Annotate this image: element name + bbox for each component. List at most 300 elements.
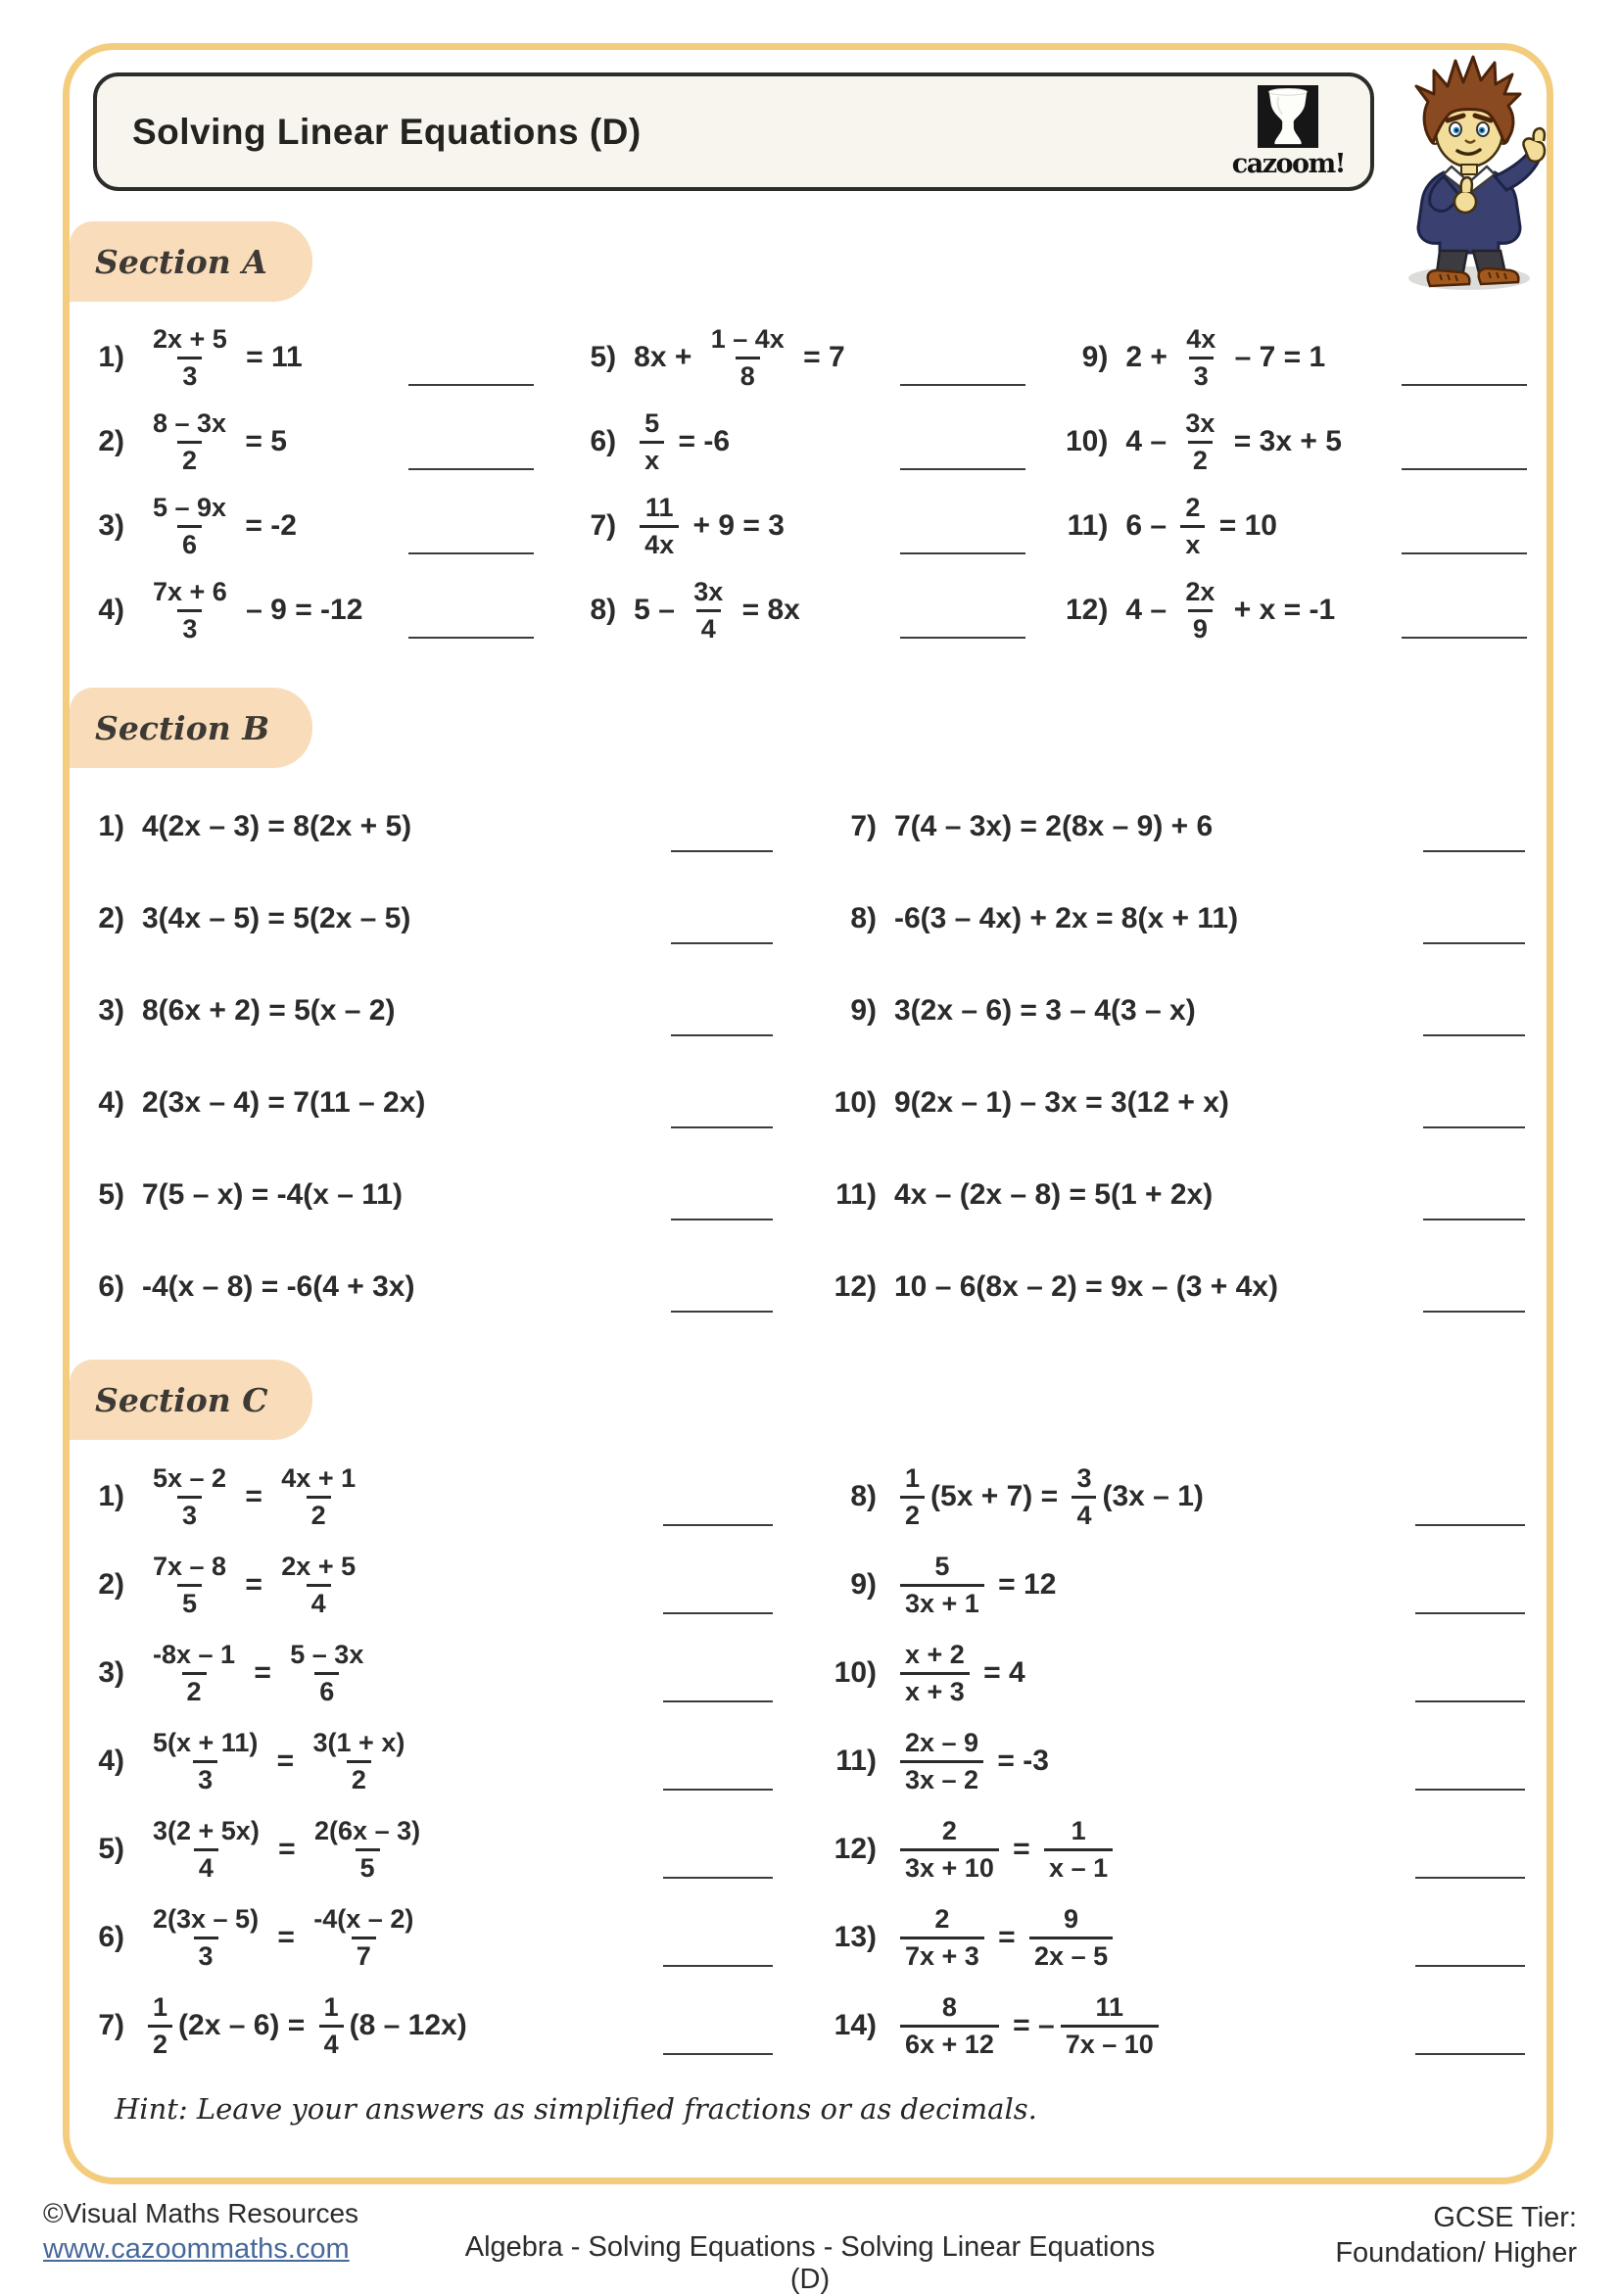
problem-equation	[142, 1993, 663, 2058]
problem-number: 2)	[98, 425, 124, 457]
answer-blank-line	[1415, 1524, 1525, 1526]
fraction-numerator: 2(6x – 3)	[314, 1816, 421, 1846]
problems-column	[1065, 325, 1537, 643]
fraction-denominator: x	[1180, 525, 1205, 558]
problem-row	[573, 578, 1035, 643]
equation-text: = 10	[1211, 509, 1277, 542]
problem-row	[81, 1077, 779, 1128]
problem-number: 12)	[1066, 594, 1109, 626]
problem-number: 7)	[850, 810, 877, 842]
fraction	[1061, 1993, 1159, 2058]
equation-text: 3(2x – 6) = 3 – 4(3 – x)	[894, 994, 1196, 1027]
problem-number: 5)	[98, 1178, 124, 1211]
cazoom-logo	[1232, 85, 1345, 179]
problem-number: 10)	[834, 1656, 877, 1689]
equation-text: =	[269, 1833, 305, 1865]
problem-number: 5)	[590, 341, 617, 373]
problem-equation	[142, 409, 408, 474]
problems-column	[81, 1463, 779, 2059]
equation-text: 4x – (2x – 8) = 5(1 + 2x)	[894, 1178, 1214, 1211]
answer-blank-line	[671, 1311, 773, 1313]
problem-number: 6)	[590, 425, 617, 457]
problem-row	[834, 1640, 1531, 1706]
problem-row	[81, 893, 779, 944]
problem-equation	[142, 1729, 663, 1794]
problem-number: 2)	[98, 1568, 124, 1601]
fraction-numerator: 5	[644, 408, 660, 439]
problem-equation	[1125, 325, 1402, 390]
problem-equation	[142, 494, 408, 558]
answer-blank-line	[1415, 2053, 1525, 2055]
problem-row	[573, 325, 1035, 390]
answer-blank-line	[663, 1877, 773, 1879]
equation-text: = –	[1004, 2009, 1055, 2041]
fraction-denominator: 2	[307, 1496, 331, 1529]
problem-equation	[634, 578, 900, 643]
footer-left	[43, 2196, 464, 2269]
answer-blank-line	[663, 1789, 773, 1791]
cazoom-logo-text: cazoom!	[1231, 148, 1345, 179]
equation-text: = 5	[237, 425, 287, 457]
equation-text: (3x – 1)	[1102, 1480, 1204, 1512]
fraction	[276, 1553, 360, 1617]
fraction-numerator: 2(3x – 5)	[153, 1904, 260, 1935]
answer-blank-line	[408, 552, 534, 554]
fraction-denominator: 4x	[640, 525, 679, 558]
problem-number: 12)	[834, 1270, 877, 1303]
fraction-denominator: 7x – 10	[1061, 2025, 1159, 2058]
fraction-denominator: 2x – 5	[1029, 1937, 1113, 1970]
problem-number: 8)	[850, 902, 877, 934]
problem-equation	[142, 1553, 663, 1617]
problem-number: 9)	[850, 994, 877, 1027]
fraction-numerator: 2	[934, 1904, 950, 1935]
fraction-denominator: 2	[1188, 441, 1213, 474]
fraction	[640, 494, 679, 558]
fraction	[148, 1553, 231, 1617]
problem-number: 4)	[98, 594, 124, 626]
fraction-numerator: 3(2 + 5x)	[153, 1816, 260, 1846]
problem-row	[834, 1816, 1531, 1883]
problem-equation	[894, 1641, 1415, 1705]
fraction-numerator: 7x – 8	[153, 1552, 227, 1582]
tier-label: GCSE Tier:	[1433, 2202, 1577, 2233]
fraction	[285, 1641, 368, 1705]
problem-row	[834, 1728, 1531, 1794]
equation-text: 5 –	[634, 594, 684, 626]
equation-text: = 7	[794, 341, 845, 373]
problem-equation	[142, 1905, 663, 1970]
problem-row	[81, 1728, 779, 1794]
fraction-numerator: 8	[941, 1992, 957, 2023]
problem-equation	[142, 1641, 663, 1705]
problem-number: 1)	[98, 341, 124, 373]
problem-number: 9)	[850, 1568, 877, 1601]
equation-text: 6 –	[1125, 509, 1175, 542]
fraction-denominator: 3	[177, 609, 202, 643]
fraction	[148, 578, 232, 643]
problem-number: 8)	[850, 1480, 877, 1512]
problem-equation	[142, 1272, 671, 1302]
answer-blank-line	[408, 384, 534, 386]
problem-number: 7)	[98, 2009, 124, 2041]
problem-equation	[142, 996, 671, 1026]
worksheet-content	[70, 221, 1537, 2126]
problem-equation	[894, 1553, 1415, 1617]
equation-text: 10 – 6(8x – 2) = 9x – (3 + 4x)	[894, 1270, 1278, 1303]
problems-column	[834, 1463, 1531, 2059]
section-label: Section C	[95, 1380, 268, 1419]
fraction-denominator: 5	[356, 1848, 380, 1882]
equation-text: (2x – 6) =	[178, 2009, 313, 2041]
equation-text: = 12	[989, 1568, 1057, 1601]
website-link[interactable]: www.cazoommaths.com	[43, 2233, 350, 2266]
fraction	[640, 409, 664, 474]
fraction-denominator: 3	[1189, 357, 1214, 390]
section-header	[70, 688, 312, 768]
page-footer	[43, 2196, 1577, 2296]
problem-row	[81, 1262, 779, 1313]
problem-number: 10)	[1066, 425, 1109, 457]
fraction-denominator: 3	[177, 1496, 202, 1529]
problem-row	[81, 1816, 779, 1883]
problem-equation	[894, 1905, 1415, 1970]
answer-blank-line	[671, 942, 773, 944]
fraction-denominator: 9	[1188, 609, 1213, 643]
fraction	[1072, 1464, 1096, 1529]
problem-equation	[894, 1993, 1415, 2058]
problem-number: 3)	[98, 509, 124, 542]
equation-text: – 7 = 1	[1226, 341, 1326, 373]
fraction	[900, 1641, 970, 1705]
fraction-denominator: 4	[319, 2025, 344, 2058]
fraction	[309, 1905, 418, 1970]
problem-row	[834, 1262, 1531, 1313]
equation-text: =	[269, 1921, 304, 1953]
problem-number: 11)	[835, 1178, 877, 1211]
fraction-denominator: 3	[194, 1937, 218, 1970]
fraction-numerator: 11	[1095, 1992, 1124, 2023]
fraction-denominator: 5	[177, 1584, 202, 1617]
equation-text: 8x +	[634, 341, 700, 373]
fraction-numerator: 4x + 1	[281, 1463, 357, 1494]
problem-row	[834, 985, 1531, 1036]
fraction-numerator: 1 – 4x	[710, 324, 785, 355]
problem-number: 14)	[834, 2009, 877, 2041]
problem-row	[81, 1640, 779, 1706]
answer-blank-line	[671, 1034, 773, 1036]
equation-text: 2(3x – 4) = 7(11 – 2x)	[142, 1086, 426, 1119]
fraction-numerator: 2	[1185, 493, 1201, 523]
section-label: Section B	[95, 708, 270, 747]
problem-row	[81, 985, 779, 1036]
fraction	[1044, 1817, 1113, 1882]
section-header	[70, 1360, 312, 1440]
fraction	[1029, 1905, 1113, 1970]
equation-text: (8 – 12x)	[349, 2009, 467, 2041]
problem-number: 5)	[98, 1833, 124, 1865]
fraction-denominator: 2	[177, 441, 202, 474]
problem-number: 3)	[98, 1656, 124, 1689]
answer-blank-line	[671, 1219, 773, 1220]
fraction-denominator: 3x + 10	[900, 1848, 999, 1882]
hint-text: Hint: Leave your answers as simplified fractions or as decimals.	[115, 2092, 1037, 2126]
answer-blank-line	[1423, 942, 1525, 944]
equation-text: = -3	[989, 1745, 1049, 1777]
problem-number: 12)	[834, 1833, 877, 1865]
fraction	[900, 1464, 925, 1529]
fraction-numerator: 5x – 2	[153, 1463, 227, 1494]
fraction-denominator: 3x + 1	[900, 1584, 984, 1617]
problem-row	[1065, 494, 1537, 558]
fraction-denominator: 7	[352, 1937, 376, 1970]
problems-column	[81, 325, 544, 643]
equation-text: =	[989, 1921, 1024, 1953]
problem-row	[834, 1463, 1531, 1530]
problems-column	[81, 801, 779, 1313]
problem-row	[81, 325, 544, 390]
tier-value: Foundation/ Higher	[1335, 2237, 1577, 2270]
fraction-denominator: x – 1	[1044, 1848, 1113, 1882]
problems-column	[573, 325, 1035, 643]
answer-blank-line	[900, 468, 1025, 470]
equation-text: 8(6x + 2) = 5(x – 2)	[142, 994, 396, 1027]
copyright-text: ©Visual Maths Resources	[43, 2198, 359, 2228]
problem-row	[834, 801, 1531, 852]
fraction	[900, 1905, 984, 1970]
fraction	[309, 1729, 410, 1794]
fraction-denominator: 4	[696, 609, 721, 643]
fraction-denominator: 2	[148, 2025, 172, 2058]
fraction-numerator: 2x	[1185, 577, 1215, 607]
fraction-numerator: 2	[941, 1816, 957, 1846]
fraction-denominator: x + 3	[900, 1672, 970, 1705]
answer-blank-line	[663, 1524, 773, 1526]
section-problems-grid	[70, 325, 1537, 643]
equation-text: =	[268, 1745, 303, 1777]
answer-blank-line	[1415, 1612, 1525, 1614]
fraction-numerator: x + 2	[905, 1640, 965, 1670]
equation-text: = 3x + 5	[1225, 425, 1342, 457]
answer-blank-line	[1415, 1700, 1525, 1702]
problem-row	[1065, 325, 1537, 390]
fraction-denominator: 6x + 12	[900, 2025, 999, 2058]
problem-equation	[634, 409, 900, 474]
fraction	[310, 1817, 425, 1882]
problem-row	[81, 409, 544, 474]
equation-text: 4 –	[1125, 425, 1175, 457]
problem-equation	[142, 1817, 663, 1882]
fraction-numerator: 5	[934, 1552, 950, 1582]
fraction-denominator: 3	[177, 357, 202, 390]
fraction	[148, 1817, 264, 1882]
section-problems-grid	[70, 1463, 1537, 2059]
answer-blank-line	[1423, 1034, 1525, 1036]
problem-row	[81, 1552, 779, 1618]
fraction-numerator: -8x – 1	[153, 1640, 236, 1670]
answer-blank-line	[1423, 1126, 1525, 1128]
fraction-denominator: 4	[307, 1584, 331, 1617]
problem-row	[81, 801, 779, 852]
fraction-numerator: 3(1 + x)	[312, 1728, 405, 1758]
fraction-numerator: 9	[1064, 1904, 1079, 1935]
problem-equation	[894, 1088, 1423, 1118]
equation-text: 2 +	[1125, 341, 1176, 373]
fraction	[148, 409, 231, 474]
problem-row	[1065, 409, 1537, 474]
answer-blank-line	[900, 384, 1025, 386]
problem-equation	[1125, 409, 1402, 474]
fraction	[148, 1729, 262, 1794]
answer-blank-line	[1402, 637, 1527, 639]
answer-blank-line	[1415, 1965, 1525, 1967]
fraction	[1180, 494, 1205, 558]
equation-text: + x = -1	[1225, 594, 1336, 626]
equation-text: 7(4 – 3x) = 2(8x – 9) + 6	[894, 810, 1214, 842]
answer-blank-line	[671, 1126, 773, 1128]
equation-text: = 8x	[734, 594, 800, 626]
equation-text: -4(x – 8) = -6(4 + 3x)	[142, 1270, 415, 1303]
problem-equation	[894, 996, 1423, 1026]
equation-text: =	[246, 1656, 280, 1689]
problem-row	[81, 1170, 779, 1220]
equation-text: + 9 = 3	[685, 509, 785, 542]
fraction	[900, 1993, 999, 2058]
problem-number: 2)	[98, 902, 124, 934]
problem-row	[573, 409, 1035, 474]
problem-number: 9)	[1081, 341, 1109, 373]
fraction	[900, 1817, 999, 1882]
equation-text: 4(2x – 3) = 8(2x + 5)	[142, 810, 412, 842]
fraction	[148, 325, 232, 390]
problem-number: 3)	[98, 994, 124, 1027]
fraction	[319, 1993, 344, 2058]
problem-equation	[142, 812, 671, 841]
fraction-denominator: 2	[182, 1672, 207, 1705]
equation-text: = 4	[975, 1656, 1025, 1689]
fraction	[148, 1641, 240, 1705]
fraction-numerator: 11	[644, 493, 674, 523]
fraction-numerator: 1	[153, 1992, 168, 2023]
problem-number: 7)	[590, 509, 617, 542]
problem-number: 4)	[98, 1745, 124, 1777]
problem-equation	[142, 1180, 671, 1210]
page-title: Solving Linear Equations (D)	[132, 111, 642, 152]
problem-row	[834, 1552, 1531, 1618]
fraction-denominator: 6	[177, 525, 202, 558]
answer-blank-line	[408, 468, 534, 470]
fraction-numerator: 4x	[1186, 324, 1216, 355]
equation-text: (5x + 7) =	[930, 1480, 1067, 1512]
fraction-denominator: 6	[314, 1672, 339, 1705]
fraction-denominator: x	[640, 441, 664, 474]
answer-blank-line	[663, 2053, 773, 2055]
student-mascot-illustration	[1379, 45, 1563, 298]
fraction	[1180, 578, 1219, 643]
fraction-numerator: 2x + 5	[153, 324, 227, 355]
answer-blank-line	[1402, 468, 1527, 470]
fraction-numerator: -4(x – 2)	[313, 1904, 414, 1935]
problem-equation	[142, 1088, 671, 1118]
djembe-drum-icon	[1258, 85, 1318, 153]
fraction-numerator: 7x + 6	[153, 577, 227, 607]
fraction-denominator: 3	[193, 1760, 217, 1794]
problem-equation	[894, 812, 1423, 841]
problem-equation	[894, 1729, 1415, 1794]
fraction	[689, 578, 728, 643]
fraction-numerator: 1	[1071, 1816, 1086, 1846]
equation-text: – 9 = -12	[237, 594, 363, 626]
equation-text: 9(2x – 1) – 3x = 3(12 + x)	[894, 1086, 1229, 1119]
fraction	[706, 325, 789, 390]
problem-equation	[894, 1464, 1415, 1529]
problem-equation	[142, 325, 408, 390]
problem-equation	[1125, 578, 1402, 643]
fraction-numerator: 3x	[1185, 408, 1215, 439]
worksheet-section	[70, 221, 1537, 643]
problem-row	[834, 1992, 1531, 2059]
problem-number: 11)	[1067, 509, 1109, 542]
fraction-numerator: 2x + 5	[281, 1552, 357, 1582]
problem-row	[81, 1992, 779, 2059]
worksheet-section	[70, 688, 1537, 1313]
footer-breadcrumb: Algebra - Solving Equations - Solving Linear Equations (D)	[464, 2231, 1156, 2295]
answer-blank-line	[1423, 1219, 1525, 1220]
answer-blank-line	[900, 552, 1025, 554]
fraction-numerator: 1	[905, 1463, 921, 1494]
fraction-numerator: 5(x + 11)	[153, 1728, 259, 1758]
problem-number: 4)	[98, 1086, 124, 1119]
fraction-denominator: 4	[1072, 1496, 1096, 1529]
fraction-numerator: 3x	[693, 577, 724, 607]
problem-equation	[142, 1464, 663, 1529]
section-header	[70, 221, 312, 302]
problem-equation	[894, 1817, 1415, 1882]
equation-text: 4 –	[1125, 594, 1175, 626]
fraction-numerator: 5 – 9x	[153, 493, 227, 523]
answer-blank-line	[663, 1612, 773, 1614]
equation-text: -6(3 – 4x) + 2x = 8(x + 11)	[894, 902, 1239, 934]
section-label: Section A	[95, 242, 267, 281]
fraction-numerator: 5 – 3x	[290, 1640, 364, 1670]
problem-number: 6)	[98, 1270, 124, 1303]
problem-row	[1065, 578, 1537, 643]
fraction-denominator: 3x – 2	[900, 1760, 983, 1794]
equation-text: = 11	[237, 341, 303, 373]
problem-equation	[142, 578, 408, 643]
problem-number: 6)	[98, 1921, 124, 1953]
problem-row	[834, 1904, 1531, 1971]
problem-equation	[894, 904, 1423, 933]
equation-text: 7(5 – x) = -4(x – 11)	[142, 1178, 403, 1211]
fraction	[148, 1993, 172, 2058]
title-box	[93, 72, 1374, 191]
answer-blank-line	[1402, 552, 1527, 554]
fraction-numerator: 2x – 9	[905, 1728, 979, 1758]
problem-row	[81, 1463, 779, 1530]
fraction	[148, 1464, 231, 1529]
fraction-denominator: 2	[347, 1760, 371, 1794]
problem-equation	[634, 325, 900, 390]
answer-blank-line	[671, 850, 773, 852]
problem-row	[573, 494, 1035, 558]
equation-text: = -6	[670, 425, 731, 457]
problem-row	[834, 1170, 1531, 1220]
fraction-denominator: 8	[736, 357, 760, 390]
answer-blank-line	[1415, 1789, 1525, 1791]
problem-row	[81, 494, 544, 558]
problem-equation	[1125, 494, 1402, 558]
